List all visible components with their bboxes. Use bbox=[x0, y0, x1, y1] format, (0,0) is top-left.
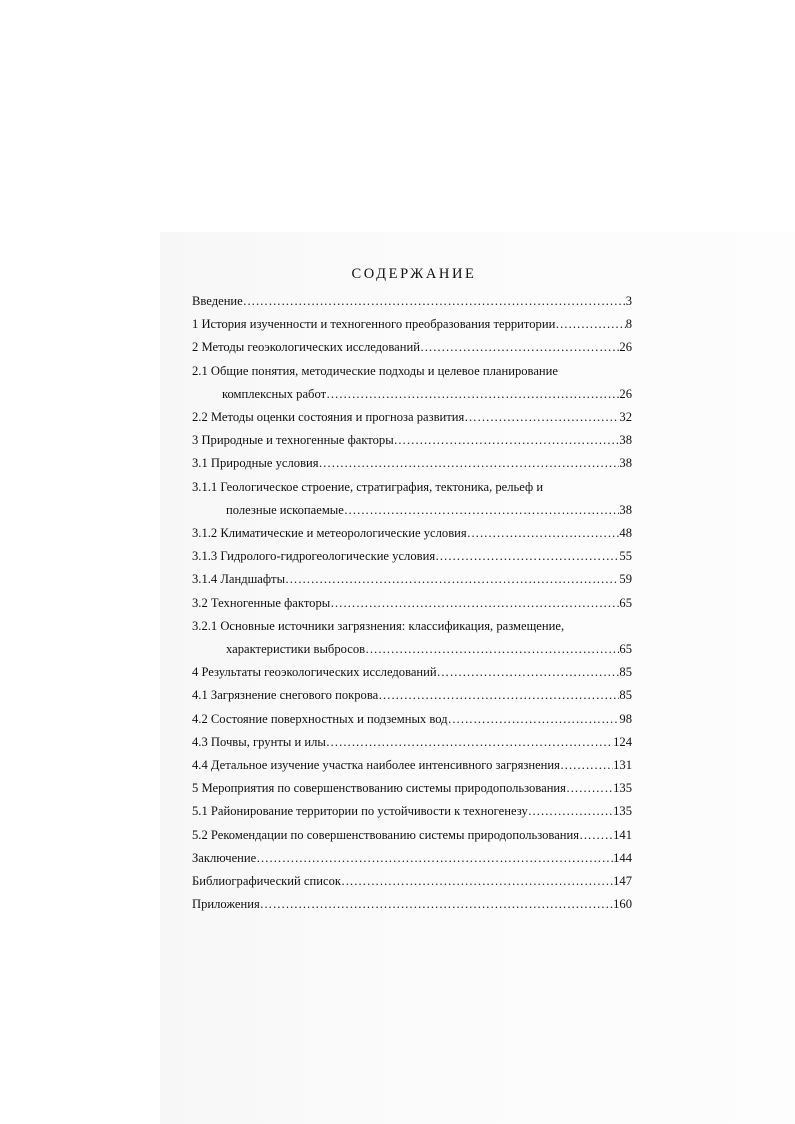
dot-leader bbox=[579, 824, 613, 847]
toc-entry bbox=[192, 313, 632, 336]
dot-leader bbox=[326, 383, 619, 406]
table-of-contents bbox=[192, 266, 632, 916]
toc-entry bbox=[192, 731, 632, 754]
dot-leader bbox=[256, 847, 613, 870]
dot-leader bbox=[243, 290, 626, 313]
toc-entry bbox=[192, 429, 632, 452]
toc-entry-page: 141 bbox=[613, 827, 632, 842]
toc-entry-first-line: 2.1 Общие понятия, методические подходы и целевое планирование bbox=[192, 363, 558, 378]
toc-entry-text: 4.3 Почвы, грунты и илы bbox=[192, 734, 326, 749]
toc-entry bbox=[192, 592, 632, 615]
toc-entry bbox=[192, 824, 632, 847]
dot-leader bbox=[467, 522, 620, 545]
toc-entry-text: 4.4 Детальное изучение участка наиболее интенсивного загрязнения bbox=[192, 758, 560, 773]
toc-entry bbox=[192, 360, 632, 406]
toc-entry bbox=[192, 290, 632, 313]
toc-entry bbox=[192, 336, 632, 359]
dot-leader bbox=[394, 429, 620, 452]
toc-entry-text: 2.2 Методы оценки состояния и прогноза развития bbox=[192, 410, 465, 425]
toc-entry-page: 8 bbox=[625, 317, 632, 332]
dot-leader bbox=[365, 638, 619, 661]
dot-leader bbox=[437, 661, 620, 684]
toc-entry-page: 124 bbox=[613, 734, 632, 749]
dot-leader bbox=[448, 708, 620, 731]
dot-leader bbox=[330, 592, 619, 615]
toc-entry-page: 38 bbox=[619, 433, 632, 448]
dot-leader bbox=[260, 893, 613, 916]
toc-entry bbox=[192, 661, 632, 684]
toc-entry bbox=[192, 777, 632, 800]
dot-leader bbox=[464, 406, 619, 429]
toc-title: СОДЕРЖАНИЕ bbox=[351, 266, 477, 282]
toc-entry-text: 5.2 Рекомендации по совершенствованию системы природопользования bbox=[192, 827, 580, 842]
dot-leader bbox=[560, 754, 613, 777]
dot-leader bbox=[566, 777, 613, 800]
toc-entry-page: 55 bbox=[619, 549, 632, 564]
toc-entry bbox=[192, 754, 632, 777]
toc-entry bbox=[192, 893, 632, 916]
toc-entry bbox=[192, 847, 632, 870]
toc-entry-page: 98 bbox=[619, 711, 632, 726]
dot-leader bbox=[341, 870, 613, 893]
toc-entry-text: 1 История изученности и техногенного преобразования территории bbox=[192, 317, 556, 332]
toc-entry-first-line: 3.1.1 Геологическое строение, стратиграфия, тектоника, рельеф и bbox=[192, 479, 544, 494]
dot-leader bbox=[344, 499, 620, 522]
toc-entry-text: 3 Природные и техногенные факторы bbox=[192, 433, 394, 448]
toc-entry bbox=[192, 870, 632, 893]
dot-leader bbox=[528, 800, 613, 823]
toc-entry-text: 5 Мероприятия по совершенствованию системы природопользования bbox=[192, 781, 566, 796]
toc-entry-page: 3 bbox=[625, 294, 632, 308]
toc-entry bbox=[192, 568, 632, 591]
toc-entry-text: Библиографический список bbox=[192, 874, 341, 889]
toc-entry-text: 4.2 Состояние поверхностных и подземных вод bbox=[192, 711, 448, 726]
toc-entry-page: 85 bbox=[619, 688, 632, 703]
toc-entry bbox=[192, 545, 632, 568]
toc-entry bbox=[192, 476, 632, 522]
toc-entry-text: характеристики выбросов bbox=[226, 642, 366, 657]
toc-entry-page: 26 bbox=[619, 386, 632, 401]
toc-entry-page: 38 bbox=[619, 502, 632, 517]
toc-entry-text: 3.1.4 Ландшафты bbox=[192, 572, 286, 587]
toc-entry bbox=[192, 800, 632, 823]
toc-entry-page: 38 bbox=[619, 456, 632, 471]
toc-entry-page: 32 bbox=[619, 410, 632, 425]
toc-entry-text: 3.1.2 Климатические и метеорологические условия bbox=[192, 526, 467, 541]
toc-entry-text: 5.1 Районирование территории по устойчивости к техногенезу bbox=[192, 804, 528, 819]
toc-entry-page: 144 bbox=[613, 850, 632, 865]
toc-entry-text: полезные ископаемые bbox=[226, 502, 344, 517]
toc-entry-first-line: 3.2.1 Основные источники загрязнения: классификация, размещение, bbox=[192, 618, 565, 633]
toc-entry-page: 48 bbox=[619, 526, 632, 541]
toc-entry-page: 131 bbox=[613, 758, 632, 773]
toc-entry-text: Введение bbox=[192, 294, 243, 308]
toc-entry bbox=[192, 522, 632, 545]
toc-entry bbox=[192, 708, 632, 731]
dot-leader bbox=[555, 313, 625, 336]
dot-leader bbox=[319, 452, 620, 475]
toc-entry bbox=[192, 615, 632, 661]
toc-entry-text: 3.1 Природные условия bbox=[192, 456, 319, 471]
toc-entry-text: 4.1 Загрязнение снегового покрова bbox=[192, 688, 379, 703]
toc-entry-text: 3.2 Техногенные факторы bbox=[192, 595, 331, 610]
dot-leader bbox=[420, 336, 619, 359]
toc-entry bbox=[192, 406, 632, 429]
toc-entry-text: 4 Результаты геоэкологических исследований bbox=[192, 665, 437, 680]
dot-leader bbox=[285, 568, 619, 591]
toc-entry-page: 26 bbox=[619, 340, 632, 355]
dot-leader bbox=[378, 684, 619, 707]
toc-entry bbox=[192, 684, 632, 707]
toc-entry-page: 85 bbox=[619, 665, 632, 680]
toc-entry-page: 59 bbox=[619, 572, 632, 587]
toc-entry-page: 135 bbox=[613, 804, 632, 819]
toc-entry-text: Заключение bbox=[192, 850, 257, 865]
toc-entry-page: 135 bbox=[613, 781, 632, 796]
toc-entry-page: 65 bbox=[619, 595, 632, 610]
toc-entry-text: 3.1.3 Гидролого-гидрогеологические условия bbox=[192, 549, 436, 564]
toc-entry bbox=[192, 452, 632, 475]
toc-entry-text: Приложения bbox=[192, 897, 260, 912]
dot-leader bbox=[326, 731, 613, 754]
toc-entry-text: 2 Методы геоэкологических исследований bbox=[192, 340, 420, 355]
toc-entry-text: комплексных работ bbox=[222, 386, 327, 401]
toc-entry-page: 147 bbox=[613, 874, 632, 889]
toc-entry-page: 160 bbox=[613, 897, 632, 912]
dot-leader bbox=[435, 545, 619, 568]
toc-entry-page: 65 bbox=[619, 642, 632, 657]
